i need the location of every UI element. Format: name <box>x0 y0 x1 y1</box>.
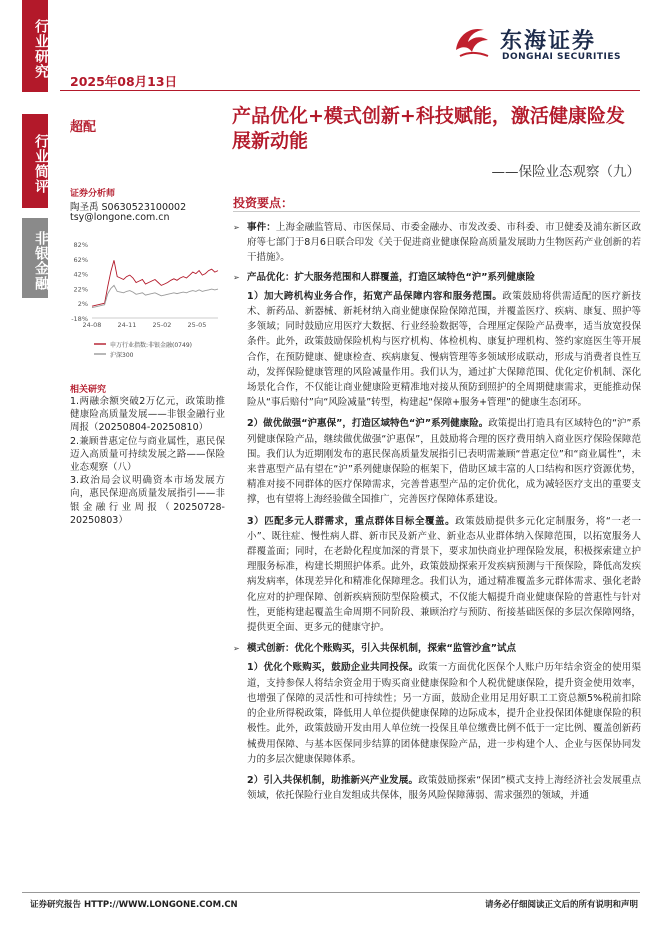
donghai-logo <box>450 20 640 72</box>
event-label: 事件： <box>247 222 276 233</box>
report-date: 2025年08月13日 <box>70 74 178 89</box>
y-tick-label: 2% <box>77 300 88 309</box>
y-tick-label: 42% <box>73 270 88 279</box>
analyst-name: 陶圣禹 S0630523100002 <box>70 202 187 213</box>
product-para-1-text: 政策鼓励将供需适配的医疗新技术、新药品、新器械、新耗材纳入商业健康保险保障范围，并覆盖医疗、疾病、康复、照护等多领域；同时鼓励应用医疗大数据、行业经验数据等，合理厘定保险产品费率，适当放宽投保条件。此外，政策鼓励保险机构与医疗机构、体检机构、康复护理机构、签约家庭医生等开展合作，在预防健康、健康检查、疾病康复、慢病管理等多领域形成联动，形成与消费者良性互动，发挥保险健康管理的风险减量作用。我们认为，通过扩大保障范围、优化定价机制、深化场景化合作，不仅能让商业健康险更精准地对接从预防到照护的全周期健康需求，更能推动保险从“事后赔付”向“风险减量”转型，构建起“保障+服务+管理”的健康生态闭环。 <box>247 290 641 409</box>
header-divider <box>60 90 640 91</box>
report-title: 产品优化+模式创新+科技赋能，激活健康险发展新动能 <box>232 105 625 152</box>
legend-label-0: 申万行业指数:非银金融(0749) <box>110 342 192 349</box>
x-tick-label: 25-05 <box>187 321 207 329</box>
product-para-3-text: 政策鼓励提供多元化定制服务，将“一老一小”、既往症、慢性病人群、新市民及新产业、新业态从业群体纳入保障范围，以拓宽服务人群覆盖面；同时，在老龄化程度加深的背景下，要求加快商业护理保险发展，积极探索建立护理服务标准，构建长期照护体系。此外，政策鼓励探索开发疾病预测与干预保险，降低高发疾病发病率，体现差异化和精准化保障理念。我们认为，通过精准覆盖多元群体需求、强化老龄化应对的护理保障、创新疾病预防型保险模式，不仅能大幅提升商业健康保险的普惠性与针对性，更能构建起覆盖生命周期不同阶段、兼顾治疗与预防、衔接基础医保的多层次保障网络，提供更全面、更多元的健康守护。 <box>247 515 641 634</box>
mode-para-2 <box>233 773 641 803</box>
mode-para-1-text: 政策一方面优化医保个人账户历年结余资金的使用渠道，支持参保人将结余资金用于购买商业健康保险和个人税优健康保险，提升资金使用效率，也增强了保障的灵活性和可持续性；另一方面，鼓励企业用足用好职工工资总额5%税前扣除的企业所得税政策，降低用人单位提供健康保障的边际成本，提升企业投保团体健康保险的积极性。此外，政策鼓励开发由用人单位统一投保且单位缴费比例不低于一定比例、覆盖创新药械费用保障、与基本医保同步结算的团体健康保险产品，进一步构建个人、企业与医保协同发力的多层次健康保障体系。 <box>247 662 641 765</box>
bullet-arrow-icon: ➢ <box>233 272 240 282</box>
logo-name-en: DONGHAI SECURITIES <box>502 52 621 62</box>
product-para-1-lead: 1）加大跨机构业务合作，拓宽产品保障内容和服务范围。 <box>247 290 503 302</box>
x-tick-label: 24-08 <box>82 321 102 329</box>
mode-bullet <box>233 641 641 656</box>
mode-para-1-lead: 1）优化个账购买，鼓励企业共同投保。 <box>247 662 419 674</box>
y-tick-label: 82% <box>73 241 88 249</box>
series-line-0 <box>92 260 218 306</box>
product-para-3 <box>233 514 641 636</box>
product-para-1 <box>233 289 641 411</box>
mode-para-1 <box>233 660 641 766</box>
event-bullet <box>233 220 641 266</box>
dragon-logo-icon <box>450 20 494 64</box>
mode-para-2-text: 政策鼓励探索“保团”模式支持上海经济社会发展重点领域，依托保险行业自发组成共保体，服务风险保障薄弱、需求强烈的领域，并通 <box>247 774 641 802</box>
mode-para-2-lead: 2）引入共保机制，助推新兴产业发展。 <box>247 774 419 786</box>
product-para-3-lead: 3）匹配多元人群需求，重点群体目标全覆盖。 <box>247 515 456 527</box>
product-bullet <box>233 270 641 285</box>
event-text: 上海金融监管局、市医保局、市委金融办、市发改委、市科委、市卫健委及浦东新区政府等七部门于8月6日联合印发《关于促进商业健康保险高质量发展助力生物医药产业创新的若干措施》。 <box>247 222 641 264</box>
bullet-arrow-icon: ➢ <box>233 223 240 232</box>
rating-label: 超配 <box>70 120 97 135</box>
legend-label-1: 沪深300 <box>110 352 134 359</box>
product-para-2 <box>233 416 641 507</box>
related-item[interactable]: 3.政治局会议明确资本市场发展方向，惠民保迎高质量发展指引——非银金融行业周报（20250728-20250803） <box>70 475 225 526</box>
side-tag-industry-brief: 行业简评 <box>22 114 48 208</box>
key-points-heading: 投资要点： <box>233 196 294 210</box>
analyst-heading: 证券分析师 <box>70 189 116 199</box>
related-item[interactable]: 1.两融余额突破2万亿元，政策助推健康险高质量发展——非银金融行业周报（20250804-20250810） <box>70 396 225 434</box>
related-research-list <box>70 395 225 527</box>
x-tick-label: 25-02 <box>152 321 172 329</box>
footer-divider <box>22 892 640 893</box>
logo-name-cn: 东海证券 <box>500 29 597 54</box>
key-points-body <box>233 220 641 809</box>
product-para-2-lead: 2）做优做强“沪惠保”，打造区域特色“沪”系列健康险。 <box>247 418 489 430</box>
footer-disclaimer: 请务必仔细阅读正文后的所有说明和声明 <box>484 900 638 910</box>
related-research-heading: 相关研究 <box>70 385 107 395</box>
footer-left[interactable]: 证券研究报告 HTTP://WWW.LONGONE.COM.CN <box>30 900 238 910</box>
y-tick-label: 22% <box>73 285 88 294</box>
performance-chart-svg <box>66 236 222 372</box>
product-heading: 产品优化：扩大服务范围和人群覆盖，打造区域特色“沪”系列健康险 <box>247 271 535 283</box>
product-para-2-text: 政策提出打造具有区域特色的“沪”系列健康保险产品，继续做优做强“沪惠保”，且鼓励将合理的医疗费用纳入商业医疗保险保障范围。我们认为近期刚发布的惠民保高质量发展指引已表明需兼顾“普惠定位”和“商业属性”，未来普惠型产品有望在“沪”系列健康保险的框架下，借助区域丰富的人口结构和医疗资源优势，精准对接不同群体的医疗保障需求，完善普惠型产品的定价优化，成为减轻医疗支出的重要支撑，也有望将上海经验做全国推广，完善医疗保障体系建设。 <box>247 418 642 506</box>
bullet-arrow-icon: ➢ <box>233 644 240 654</box>
report-subtitle: ——保险业态观察（九） <box>491 164 640 180</box>
series-line-1 <box>92 285 218 307</box>
related-item[interactable]: 2.兼顾普惠定位与商业属性，惠民保迈入高质量可持续发展之路——保险业态观察（八） <box>70 435 225 474</box>
y-tick-label: -18% <box>71 315 88 323</box>
y-tick-label: 62% <box>73 255 88 264</box>
mode-heading: 模式创新：优化个账购买，引入共保机制，探索“监管沙盒”试点 <box>247 643 516 655</box>
side-tag-non-bank-finance: 非银金融 <box>22 218 48 298</box>
x-tick-label: 24-11 <box>117 321 137 329</box>
key-points-divider <box>233 211 640 212</box>
performance-chart <box>66 236 222 372</box>
analyst-email[interactable]: tsy@longone.com.cn <box>70 212 170 223</box>
side-tag-industry-research: 行业研究 <box>22 0 48 92</box>
